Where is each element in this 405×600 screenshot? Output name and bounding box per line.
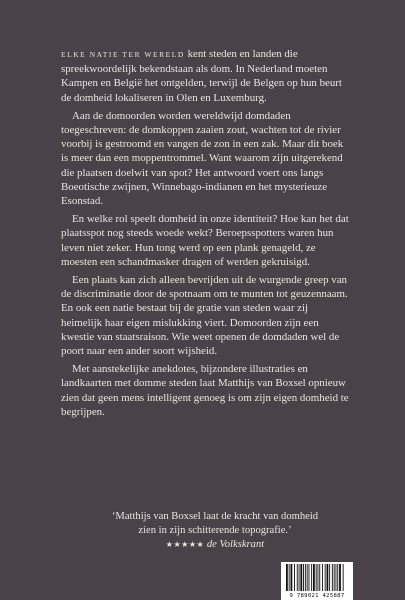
barcode-bar: [339, 564, 341, 591]
paragraph-4: Een plaats kan zich alleen bevrijden uit de wurgende greep van de discriminatie door de spotnaam om te munten tot geuzennaam. En ook een natie bestaat bij de gratie van steden waar zij heimelijk haar eigen mislukking viert. Domoorden zijn een kwestie van staatsraison. Wie weet openen de domdaden wel de poort naar een ander soort wijsheid.: [61, 274, 348, 358]
paragraph-3: En welke rol speelt domheid in onze identiteit? Hoe kan het dat plaatsspot nog steeds woede wekt? Beroepsspotters waren hun leven niet zeker. Hun tong werd op een plank genageld, ze moesten een schandmasker dragen of werden gekruisigd.: [61, 213, 349, 268]
paragraph-text: kent steden en landen die spreekwoordelijk bekendstaan als dom. In Nederland moeten Kampen en België het ontgelden, terwijl de Belgen op hun beurt de domheid lokaliseren in Olen en Luxemburg.: [61, 48, 342, 104]
barcode-bar: [336, 564, 337, 591]
barcode-bar: [316, 564, 317, 591]
barcode-bar: [343, 564, 344, 591]
barcode-bar: [327, 564, 329, 591]
barcode-bars: [284, 564, 350, 591]
barcode-bar: [305, 564, 306, 591]
barcode-bar: [309, 564, 310, 591]
barcode-bar: [334, 564, 335, 591]
paragraph-5: Met aanstekelijke anekdotes, bijzondere illustraties en landkaarten met domme steden laat Matthijs van Boxsel opnieuw zien dat geen mens intelligent genoeg is om zijn eigen domheid te begrijpen.: [61, 363, 349, 418]
quote-source: de Volkskrant: [206, 539, 265, 551]
barcode-bar: [329, 564, 330, 591]
isbn-barcode: [281, 562, 353, 600]
barcode-bar: [307, 564, 308, 591]
barcode-bar: [303, 564, 304, 591]
review-quote: [70, 510, 360, 553]
barcode-bar: [297, 564, 298, 591]
blurb-text: [61, 47, 351, 423]
barcode-bar: [299, 564, 300, 591]
paragraph-lead: ELKE NATIE TER WERELD: [61, 50, 185, 59]
barcode-bar: [337, 564, 338, 591]
barcode-bar: [322, 564, 323, 591]
barcode-bar: [319, 564, 320, 591]
quote-attribution: [70, 538, 360, 552]
quote-line-1: ‘Matthijs van Boxsel laat de kracht van domheid: [111, 511, 319, 522]
paragraph-1: [61, 47, 351, 105]
barcode-bar: [311, 564, 312, 591]
barcode-bar: [313, 564, 315, 591]
barcode-bar: [291, 564, 293, 591]
quote-line-2: zien in zijn schitterende topografie.’: [138, 525, 292, 537]
barcode-bar: [289, 564, 290, 591]
paragraph-2: Aan de domoorden worden wereldwijd domdaden toegeschreven: de domkoppen zaaien zout, wachten tot de rivier voorbij is gestroomd en vangen de zon in een zak. Maar dit boek is meer dan een moppentrommel. Want waarom zijn uitgerekend die plaatsen doelwit van spot? Het antwoord voert ons langs Boeotische zwijnen, Winnebago-indianen en het mysterieuze Esonstad.: [61, 109, 344, 208]
barcode-bar: [286, 564, 288, 591]
barcode-bar: [294, 564, 295, 591]
barcode-bar: [332, 564, 333, 591]
barcode-bar: [325, 564, 326, 591]
barcode-digits: 9 789021 425887: [289, 593, 345, 599]
barcode-bar: [300, 564, 302, 591]
rating-stars: ★★★★★: [165, 540, 205, 550]
barcode-bar: [318, 564, 319, 591]
